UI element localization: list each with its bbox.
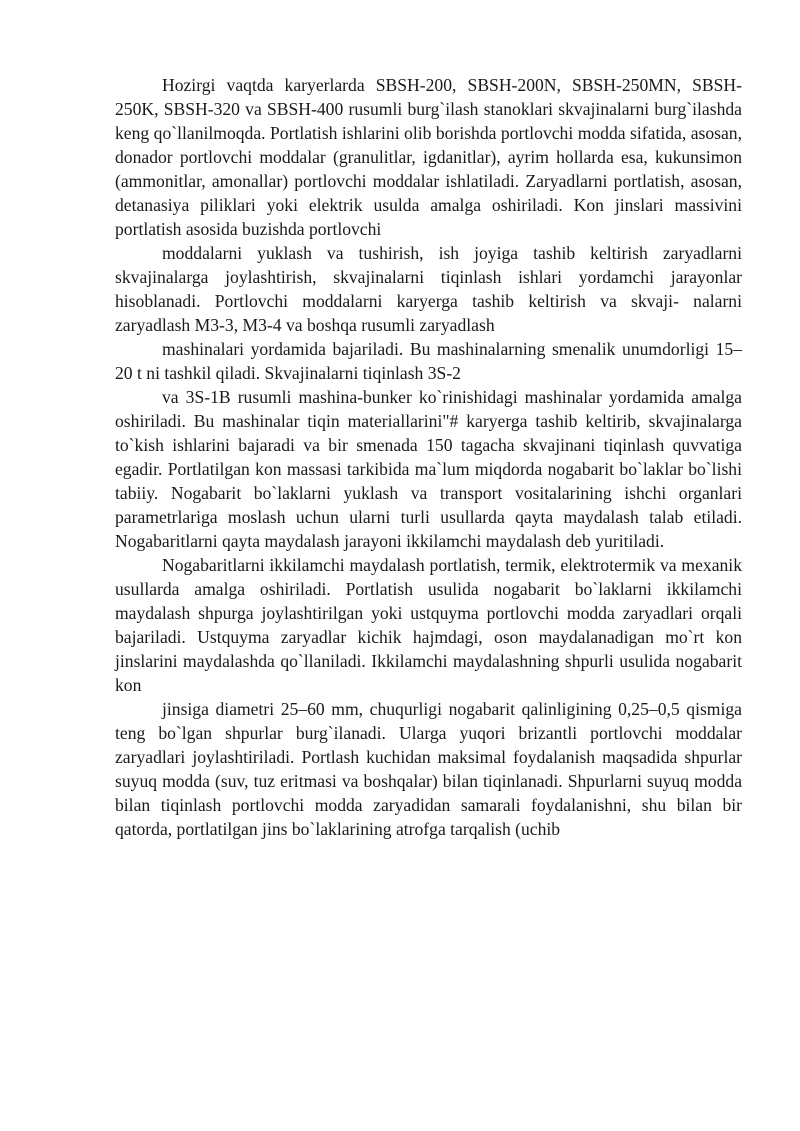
paragraph-2: moddalarni yuklash va tushirish, ish joyiga tashib keltirish zaryadlarni skvajinalarga joylashtirish, skvajinalarni tiqinlash ishlari yordamchi jarayonlar hisoblanadi. Portlovchi moddalarni karyerga tashib keltirish va skvaji- nalarni zaryadlash M3-3, M3-4 va boshqa rusumli zaryadlash	[115, 243, 742, 335]
paragraph-1: Hozirgi vaqtda karyerlarda SBSH-200, SBSH-200N, SBSH-250MN, SBSH-250K, SBSH-320 va SBSH-400 rusumli burg`ilash stanoklari skvajinalarni burg`ilashda keng qo`llanilmoqda. Portlatish ishlarini olib borishda portlovchi modda sifatida, asosan, donador portlovchi moddalar (granulitlar, igdanitlar), ayrim hollarda esa, kukunsimon (ammonitlar, amonallar) portlovchi moddalar ishlatiladi. Zaryadlarni portlatish, asosan, detanasiya piliklari yoki elektrik usulda amalga oshiriladi. Kon jinslari massivini portlatish asosida buzishda portlovchi	[115, 75, 742, 239]
paragraph-5: Nogabaritlarni ikkilamchi maydalash portlatish, termik, elektrotermik va mexanik usullarda amalga oshiriladi. Portlatish usulida nogabarit bo`laklarni ikkilamchi maydalash shpurga joylashtirilgan yoki ustquyma portlovchi modda zaryadlari orqali bajariladi. Ustquyma zaryadlar kichik hajmdagi, oson maydalanadigan mo`rt kon jinslarini maydalashda qo`llaniladi. Ikkilamchi maydalashning shpurli usulida nogabarit kon	[115, 555, 742, 695]
paragraph-3: mashinalari yordamida bajariladi. Bu mashinalarning smenalik unumdorligi 15–20 t ni tashkil qiladi. Skvajinalarni tiqinlash 3S-2	[115, 339, 742, 383]
paragraph-4: va 3S-1B rusumli mashina-bunker ko`rinishidagi mashinalar yordamida amalga oshiriladi. Bu mashinalar tiqin materiallarini"# karyerga tashib keltirib, skvajinalarga to`kish ishlarini bajaradi va bir smenada 150 tagacha skvajinani tiqinlash quvvatiga egadir. Portlatilgan kon massasi tarkibida ma`lum miqdorda nogabarit bo`laklar bo`lishi tabiiy. Nogabarit bo`laklarni yuklash va transport vositalarining ishchi organlari parametrlariga moslash uchun ularni turli usullarda qayta maydalash talab etiladi. Nogabaritlarni qayta maydalash jarayoni ikkilamchi maydalash deb yuritiladi.	[115, 387, 742, 551]
paragraph-6: jinsiga diametri 25–60 mm, chuqurligi nogabarit qalinligining 0,25–0,5 qismiga teng bo`lgan shpurlar burg`ilanadi. Ularga yuqori brizantli portlovchi moddalar zaryadlari joylashtiriladi. Portlash kuchidan maksimal foydalanish maqsadida shpurlar suyuq modda (suv, tuz eritmasi va boshqalar) bilan tiqinlanadi. Shpurlarni suyuq modda bilan tiqinlash portlovchi modda zaryadidan samarali foydalanishni, shu bilan bir qatorda, portlatilgan jins bo`laklarining atrofga tarqalish (uchib	[115, 699, 742, 839]
document-page	[115, 73, 742, 841]
